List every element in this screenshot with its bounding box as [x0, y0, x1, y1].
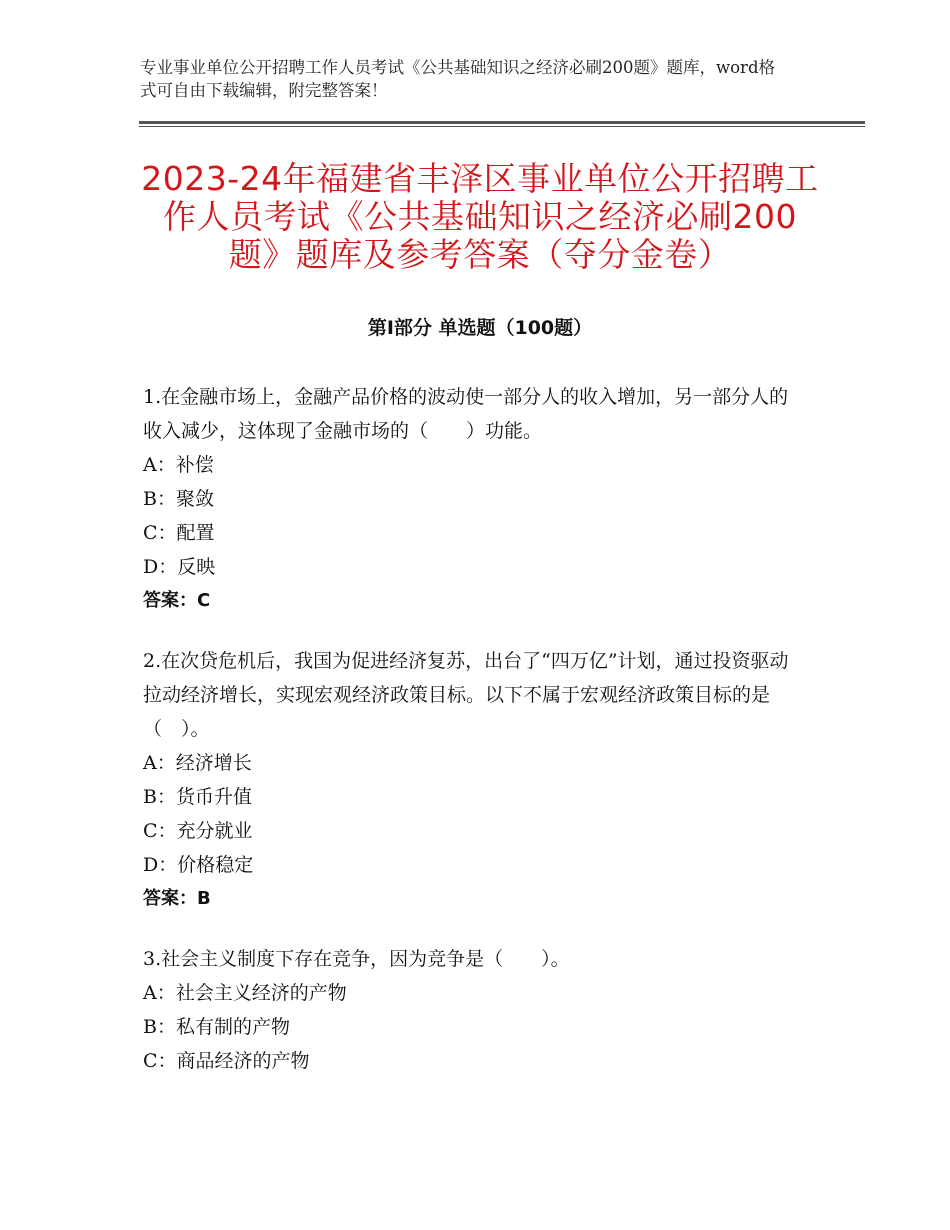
option-b: B：聚敛 [143, 488, 214, 510]
option-a: A：补偿 [143, 454, 214, 476]
question-stem: 3.社会主义制度下存在竞争，因为竞争是（ ）。 [143, 948, 570, 970]
question-3 [143, 942, 803, 1078]
question-stem: 2.在次贷危机后，我国为促进经济复苏，出台了“四万亿”计划，通过投资驱动拉动经济增长，实现宏观经济政策目标。以下不属于宏观经济政策目标的是（ ）。 [143, 650, 789, 740]
option-b: B：私有制的产物 [143, 1016, 290, 1038]
answer: 答案：B [143, 888, 211, 909]
option-a: A：经济增长 [143, 752, 252, 774]
option-b: B：货币升值 [143, 786, 252, 808]
option-d: D：反映 [143, 556, 216, 578]
header-divider-thin [139, 126, 865, 127]
option-d: D：价格稳定 [143, 854, 254, 876]
section-title: 第Ⅰ部分 单选题（100题） [367, 317, 593, 339]
option-c: C：配置 [143, 522, 215, 544]
question-1 [143, 380, 803, 618]
question-list [143, 380, 803, 1104]
answer: 答案：C [143, 590, 211, 611]
document-title: 2023-24年福建省丰泽区事业单位公开招聘工作人员考试《公共基础知识之经济必刷200题》题库及参考答案（夺分金卷） [141, 159, 819, 274]
option-c: C：商品经济的产物 [143, 1050, 310, 1072]
option-c: C：充分就业 [143, 820, 253, 842]
option-a: A：社会主义经济的产物 [143, 982, 347, 1004]
question-2 [143, 644, 803, 916]
header-divider [139, 121, 865, 124]
header-note: 专业事业单位公开招聘工作人员考试《公共基础知识之经济必刷200题》题库，word格式可自由下载编辑，附完整答案！ [140, 58, 776, 100]
question-stem: 1.在金融市场上，金融产品价格的波动使一部分人的收入增加，另一部分人的收入减少，这体现了金融市场的（ ）功能。 [143, 386, 789, 442]
